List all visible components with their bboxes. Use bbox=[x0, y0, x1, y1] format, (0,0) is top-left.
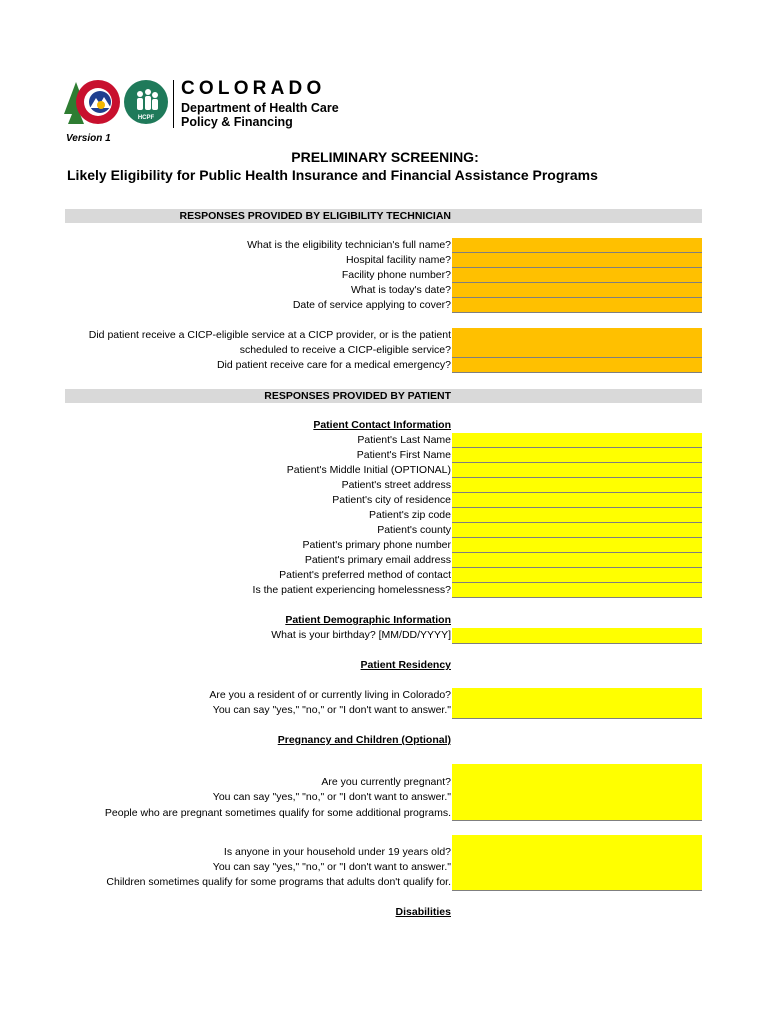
date-of-service-input[interactable] bbox=[452, 298, 702, 313]
cicp-question-line-1: Did patient receive a CICP-eligible service at a CICP provider, or is the patient bbox=[88, 329, 451, 341]
pregnant-hint: You can say "yes," "no," or "I don't want to answer." bbox=[212, 791, 451, 803]
phone-input[interactable] bbox=[452, 538, 702, 553]
birthday-input[interactable] bbox=[452, 628, 702, 644]
city-label: Patient's city of residence bbox=[332, 494, 451, 506]
pregnant-input[interactable] bbox=[452, 764, 702, 821]
contact-info-heading: Patient Contact Information bbox=[313, 419, 451, 431]
city-input[interactable] bbox=[452, 493, 702, 508]
county-input[interactable] bbox=[452, 523, 702, 538]
first-name-label: Patient's First Name bbox=[356, 449, 451, 461]
email-label: Patient's primary email address bbox=[304, 554, 451, 566]
homelessness-input[interactable] bbox=[452, 583, 702, 598]
date-of-service-label: Date of service applying to cover? bbox=[292, 299, 451, 311]
middle-initial-input[interactable] bbox=[452, 463, 702, 478]
todays-date-label: What is today's date? bbox=[350, 284, 451, 296]
street-address-input[interactable] bbox=[452, 478, 702, 493]
email-input[interactable] bbox=[452, 553, 702, 568]
facility-phone-label: Facility phone number? bbox=[341, 269, 451, 281]
page-title: PRELIMINARY SCREENING: bbox=[291, 149, 479, 165]
cicp-eligible-input[interactable] bbox=[452, 328, 702, 358]
birthday-label: What is your birthday? [MM/DD/YYYY] bbox=[271, 629, 451, 641]
homelessness-label: Is the patient experiencing homelessness? bbox=[252, 584, 451, 596]
department-line-2: Policy & Financing bbox=[181, 115, 293, 129]
facility-name-input[interactable] bbox=[452, 253, 702, 268]
county-label: Patient's county bbox=[377, 524, 451, 536]
logo-divider bbox=[173, 80, 174, 128]
pregnancy-heading: Pregnancy and Children (Optional) bbox=[277, 734, 451, 746]
contact-method-label: Patient's preferred method of contact bbox=[279, 569, 451, 581]
contact-method-input[interactable] bbox=[452, 568, 702, 583]
page-subtitle: Likely Eligibility for Public Health Insurance and Financial Assistance Programs bbox=[67, 167, 598, 183]
street-address-label: Patient's street address bbox=[341, 479, 451, 491]
facility-phone-input[interactable] bbox=[452, 268, 702, 283]
todays-date-input[interactable] bbox=[452, 283, 702, 298]
children-question: Is anyone in your household under 19 years old? bbox=[223, 846, 451, 858]
zip-code-input[interactable] bbox=[452, 508, 702, 523]
technician-name-label: What is the eligibility technician's full name? bbox=[247, 239, 451, 251]
children-note: Children sometimes qualify for some programs that adults don't qualify for. bbox=[106, 876, 451, 888]
residency-hint: You can say "yes," "no," or "I don't want to answer." bbox=[212, 704, 451, 716]
medical-emergency-label: Did patient receive care for a medical emergency? bbox=[216, 359, 451, 371]
zip-code-label: Patient's zip code bbox=[369, 509, 451, 521]
phone-label: Patient's primary phone number bbox=[302, 539, 451, 551]
residency-question: Are you a resident of or currently living in Colorado? bbox=[209, 689, 451, 701]
last-name-label: Patient's Last Name bbox=[357, 434, 451, 446]
org-name: COLORADO bbox=[181, 78, 326, 99]
technician-section-title: RESPONSES PROVIDED BY ELIGIBILITY TECHNICIAN bbox=[179, 210, 451, 222]
children-input[interactable] bbox=[452, 835, 702, 891]
residency-input[interactable] bbox=[452, 688, 702, 719]
disabilities-heading: Disabilities bbox=[395, 906, 451, 918]
pregnant-note: People who are pregnant sometimes qualify for some additional programs. bbox=[104, 807, 451, 819]
middle-initial-label: Patient's Middle Initial (OPTIONAL) bbox=[286, 464, 451, 476]
last-name-input[interactable] bbox=[452, 433, 702, 448]
residency-heading: Patient Residency bbox=[360, 659, 451, 671]
version-label: Version 1 bbox=[66, 133, 111, 144]
pregnant-question: Are you currently pregnant? bbox=[321, 776, 451, 788]
department-name bbox=[181, 101, 339, 129]
hcpf-badge-text: HCPF bbox=[137, 115, 155, 121]
medical-emergency-input[interactable] bbox=[452, 358, 702, 373]
facility-name-label: Hospital facility name? bbox=[345, 254, 451, 266]
children-hint: You can say "yes," "no," or "I don't want to answer." bbox=[212, 861, 451, 873]
patient-section-title: RESPONSES PROVIDED BY PATIENT bbox=[264, 390, 451, 402]
cicp-question-line-2: scheduled to receive a CICP-eligible service? bbox=[239, 344, 451, 356]
technician-section-header bbox=[65, 209, 702, 223]
department-line-1: Department of Health Care bbox=[181, 101, 339, 115]
patient-section-header bbox=[65, 389, 702, 403]
demographic-heading: Patient Demographic Information bbox=[285, 614, 451, 626]
technician-name-input[interactable] bbox=[452, 238, 702, 253]
first-name-input[interactable] bbox=[452, 448, 702, 463]
